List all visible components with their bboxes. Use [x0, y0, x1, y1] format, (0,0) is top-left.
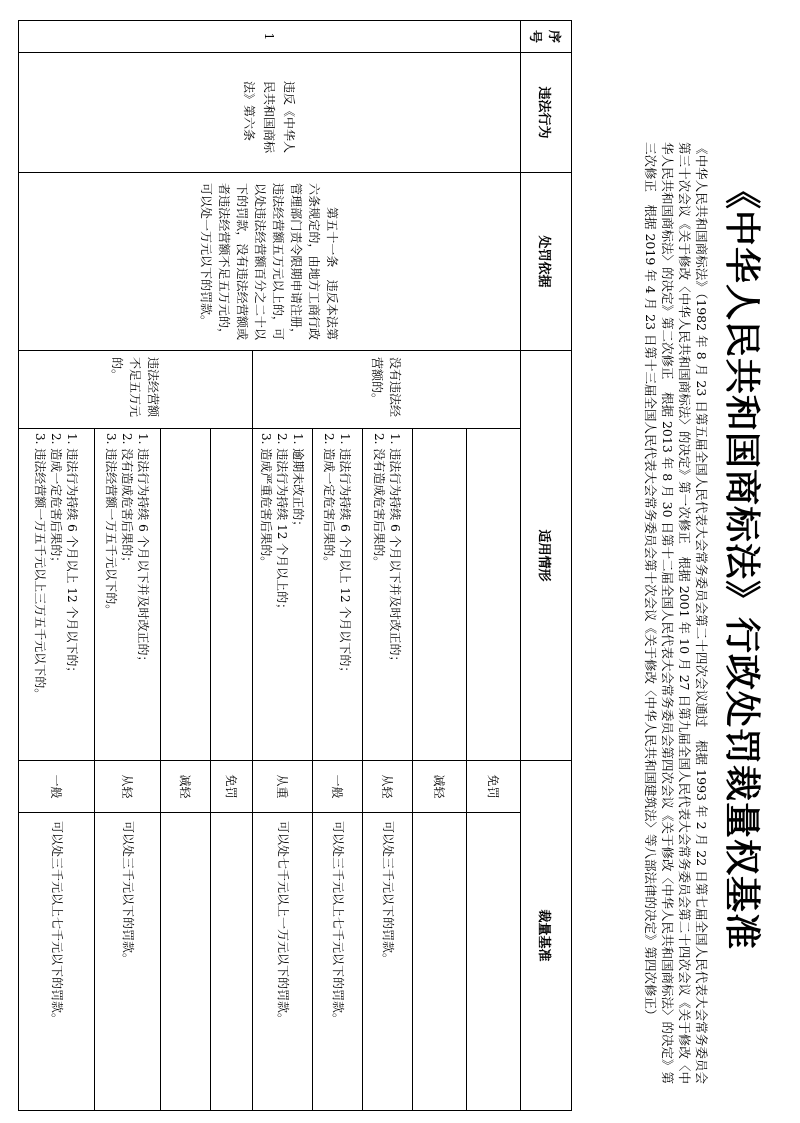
conditions-cell [161, 429, 211, 761]
standard-text [161, 813, 211, 1111]
condition-line: 1. 逾期未改正的； [291, 433, 306, 533]
conditions-cell [363, 429, 413, 761]
header-situation: 适用情形 [521, 351, 572, 761]
standard-text [413, 813, 467, 1111]
standard-text: 可以处七千元以上一万元以下的罚款。 [253, 813, 313, 1111]
condition-line: 1. 违法行为持续 6 个月以上 12 个月以下的； [65, 433, 80, 679]
conditions-cell [211, 429, 253, 761]
conditions-cell [253, 429, 313, 761]
row-number: 1 [19, 21, 521, 53]
level-label: 免罚 [467, 761, 521, 813]
condition-line: 2. 违法行为持续 12 个月以上的； [275, 433, 290, 616]
table-header-row [521, 21, 572, 1111]
header-act: 违法行为 [521, 53, 572, 173]
conditions-cell [95, 429, 161, 761]
conditions-cell [467, 429, 521, 761]
table-row [467, 21, 521, 1111]
condition-line: 3. 造成严重危害后果的。 [259, 433, 274, 569]
violation-act: 违反《中华人民共和国商标法》第六条 [19, 53, 521, 173]
conditions-cell [413, 429, 467, 761]
level-label: 一般 [313, 761, 363, 813]
condition-line: 1. 违法行为持续 6 个月以下并及时改正的； [136, 433, 151, 668]
conditions-cell [313, 429, 363, 761]
discretion-table [18, 20, 572, 1111]
condition-line: 2. 造成一定危害后果的。 [322, 433, 337, 569]
condition-line: 3. 违法经营额一万五千元以上三万五千元以下的。 [33, 433, 48, 701]
header-basis: 处罚依据 [521, 173, 572, 351]
amount-situation: 没有违法经营额的。 [253, 351, 521, 429]
conditions-cell [19, 429, 95, 761]
condition-line: 1. 违法行为持续 6 个月以下并及时改正的； [388, 433, 403, 668]
level-label: 从重 [253, 761, 313, 813]
amount-situation: 违法经营额不足五万元的。 [19, 351, 253, 429]
level-label: 减轻 [161, 761, 211, 813]
level-label: 从轻 [95, 761, 161, 813]
level-label: 从轻 [363, 761, 413, 813]
condition-line: 2. 造成一定危害后果的； [49, 433, 64, 569]
penalty-basis: 第五十一条 违反本法第六条规定的，由地方工商行政管理部门责令限期申请注册，违法经营额五万元以上的，可以处违法经营额百分之二十以下的罚款，没有违法经营额或者违法经营额不足五万元的，可以处一万元以下的罚款。 [19, 173, 521, 351]
condition-line: 2. 没有造成危害后果的； [120, 433, 135, 569]
standard-text: 可以处三千元以下的罚款。 [363, 813, 413, 1111]
standard-text [467, 813, 521, 1111]
level-label: 一般 [19, 761, 95, 813]
level-label: 免罚 [211, 761, 253, 813]
condition-line: 2. 没有造成危害后果的。 [372, 433, 387, 569]
standard-text [211, 813, 253, 1111]
header-standard: 裁量基准 [521, 761, 572, 1111]
standard-text: 可以处三千元以上七千元以下的罚款。 [19, 813, 95, 1111]
condition-line: 3. 违法经营额一万五千元以下的。 [104, 433, 119, 617]
intro-paragraph: 《中华人民共和国商标法》（1982 年 8 月 23 日第五届全国人民代表大会常务委员会第二十四次会议通过 根据 1993 年 2 月 22 日第七届全国人民代表大会常务委员会第三十次会议《关于修改〈中华人民共和国商标法〉的决定》第一次修正 根据 2001 年 10 月 27 日第九届全国人民代表大会常务委员会第二十四次会议《关于修改〈中华人民共和国商标法〉的决定》第二次修正 根据 2013 年 8 月 30 日第十二届全国人民代表大会常务委员会第四次会议《关于修改〈中华人民共和国商标法〉的决定》第三次修正 根据 2019 年 4 月 23 日第十三届全国人民代表大会常务委员会第十次会议《关于修改〈中华人民共和国建筑法〉等八部法律的决定》第四次修正） [643, 142, 709, 1085]
standard-text: 可以处三千元以下的罚款。 [95, 813, 161, 1111]
header-no: 序号 [521, 21, 572, 53]
page-title: 《中华人民共和国商标法》行政处罚裁量权基准 [721, 172, 763, 950]
level-label: 减轻 [413, 761, 467, 813]
standard-text: 可以处三千元以上七千元以下的罚款。 [313, 813, 363, 1111]
condition-line: 1. 违法行为持续 6 个月以上 12 个月以下的； [338, 433, 353, 679]
